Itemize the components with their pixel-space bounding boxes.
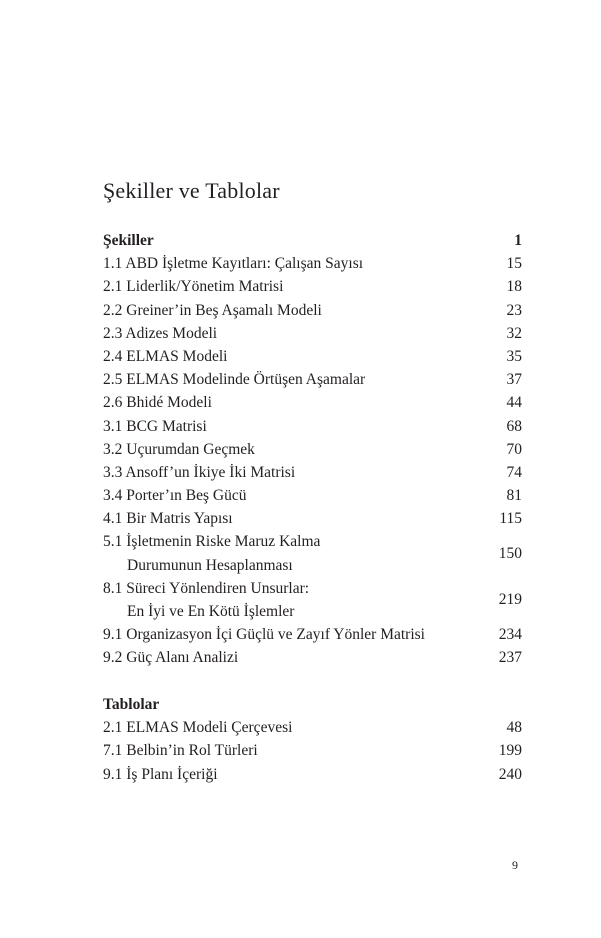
toc-entry-text xyxy=(103,577,309,623)
toc-entry-text xyxy=(103,415,207,438)
tables-heading: Tablolar xyxy=(103,696,160,713)
figures-heading-row xyxy=(103,229,522,252)
toc-entry xyxy=(103,763,522,786)
toc-entry-page: 15 xyxy=(506,255,522,273)
toc-entry-title: 3.1 BCG Matrisi xyxy=(103,417,207,435)
toc-entry-title-continued: En İyi ve En Kötü İşlemler xyxy=(127,603,295,621)
figures-heading-page: 1 xyxy=(514,232,522,249)
toc-entry-title: 1.1 ABD İşletme Kayıtları: Çalışan Sayısı xyxy=(103,255,364,273)
toc-entry xyxy=(103,461,522,484)
toc-entry-page: 35 xyxy=(506,347,522,365)
tables-list xyxy=(103,716,522,786)
toc-entry-title: 3.3 Ansoff’un İkiye İki Matrisi xyxy=(103,463,296,481)
toc-entry xyxy=(103,368,522,391)
toc-entry-title: 2.5 ELMAS Modelinde Örtüşen Aşamalar xyxy=(103,371,366,389)
toc-entry-page: 74 xyxy=(506,463,522,481)
toc-entry xyxy=(103,646,522,669)
toc-entry-title: 3.4 Porter’ın Beş Gücü xyxy=(103,487,247,505)
toc-entry-title: 4.1 Bir Matris Yapısı xyxy=(103,510,233,528)
toc-entry-page: 18 xyxy=(506,278,522,296)
toc-entry xyxy=(103,345,522,368)
toc-entry xyxy=(103,577,522,623)
toc-entry-text xyxy=(103,623,425,646)
toc-entry-title: 7.1 Belbin’in Rol Türleri xyxy=(103,742,258,760)
toc-entry-title: 2.3 Adizes Modeli xyxy=(103,324,218,342)
toc-entry-text xyxy=(103,438,255,461)
toc-entry-title: 9.1 İş Planı İçeriği xyxy=(103,765,218,783)
toc-entry-page: 150 xyxy=(498,545,522,563)
toc-entry-text xyxy=(103,507,233,530)
toc-entry xyxy=(103,739,522,762)
toc-entry-page: 234 xyxy=(498,626,522,644)
toc-entry-text xyxy=(103,739,258,762)
toc-entry-page: 115 xyxy=(499,510,522,528)
toc-entry-text xyxy=(103,646,238,669)
toc-entry-page: 70 xyxy=(506,440,522,458)
toc-entry xyxy=(103,252,522,275)
toc-entry-page: 37 xyxy=(506,371,522,389)
toc-entry-title: 2.6 Bhidé Modeli xyxy=(103,394,212,412)
toc-entry xyxy=(103,484,522,507)
toc-entry-page: 68 xyxy=(506,417,522,435)
toc-entry xyxy=(103,507,522,530)
toc-entry-text xyxy=(103,530,320,576)
toc-entry-page: 219 xyxy=(498,591,522,609)
toc-entry xyxy=(103,716,522,739)
toc-entry-text xyxy=(103,763,218,786)
toc-entry-page: 81 xyxy=(506,487,522,505)
page-title: Şekiller ve Tablolar xyxy=(103,178,280,203)
toc-entry-text xyxy=(103,322,217,345)
toc-entry-title: 9.1 Organizasyon İçi Güçlü ve Zayıf Yönler Matrisi xyxy=(103,626,425,644)
toc-entry xyxy=(103,322,522,345)
toc-entry-page: 240 xyxy=(498,765,522,783)
figures-list xyxy=(103,252,522,669)
toc-entry-title: 2.1 Liderlik/Yönetim Matrisi xyxy=(103,278,284,296)
toc-entry-text xyxy=(103,275,283,298)
tables-section xyxy=(103,693,522,786)
toc-entry xyxy=(103,438,522,461)
toc-entry-page: 237 xyxy=(498,649,522,667)
figures-section xyxy=(103,229,522,670)
toc-entry-page: 48 xyxy=(506,719,522,737)
toc-entry-text xyxy=(103,345,227,368)
toc-entry xyxy=(103,275,522,298)
toc-entry-page: 23 xyxy=(506,301,522,319)
toc-entry-text xyxy=(103,484,247,507)
toc-entry-title: 2.2 Greiner’in Beş Aşamalı Modeli xyxy=(103,301,322,319)
toc-entry-text xyxy=(103,368,365,391)
toc-entry-title: 2.4 ELMAS Modeli xyxy=(103,347,228,365)
toc-entry-page: 32 xyxy=(506,324,522,342)
toc-entry-text xyxy=(103,391,212,414)
figures-heading: Şekiller xyxy=(103,232,154,249)
toc-entry-title: 9.2 Güç Alanı Analizi xyxy=(103,649,239,667)
toc-entry xyxy=(103,530,522,576)
toc-entry-title: 3.2 Uçurumdan Geçmek xyxy=(103,440,255,458)
toc-entry-title: 5.1 İşletmenin Riske Maruz Kalma xyxy=(103,533,321,551)
tables-heading-row xyxy=(103,693,522,716)
toc-entry-title-continued: Durumunun Hesaplanması xyxy=(127,556,293,574)
toc-entry-title: 8.1 Süreci Yönlendiren Unsurlar: xyxy=(103,579,310,597)
toc-entry-text xyxy=(103,716,292,739)
toc-entry xyxy=(103,299,522,322)
toc-entry xyxy=(103,623,522,646)
toc-entry xyxy=(103,391,522,414)
toc-entry-page: 44 xyxy=(506,394,522,412)
toc-entry-text xyxy=(103,461,295,484)
toc-entry-page: 199 xyxy=(498,742,522,760)
toc-entry-text xyxy=(103,299,322,322)
toc-entry-text xyxy=(103,252,363,275)
page-number: 9 xyxy=(512,858,518,872)
toc-entry-title: 2.1 ELMAS Modeli Çerçevesi xyxy=(103,719,293,737)
toc-entry xyxy=(103,415,522,438)
